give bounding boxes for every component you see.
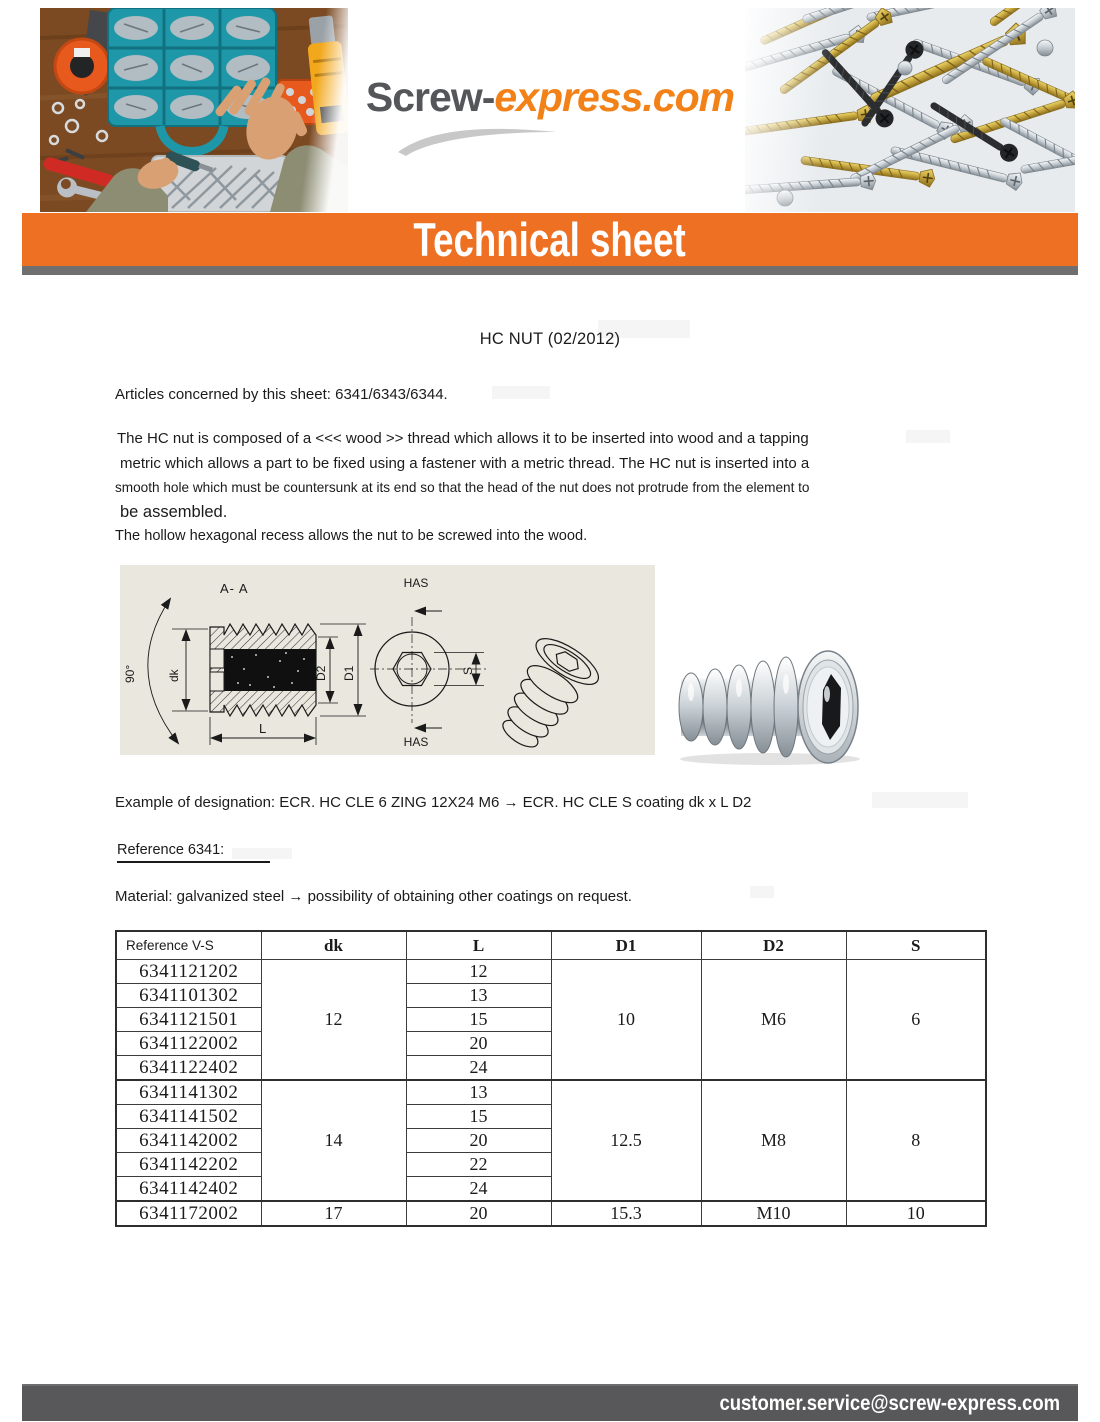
table-row [116, 1080, 986, 1105]
column-header-dk: dk [261, 931, 406, 960]
value-cell: 15 [406, 1105, 551, 1129]
scan-smudge [872, 792, 968, 808]
value-cell: 10 [846, 1201, 986, 1226]
banner-title: Technical sheet [413, 213, 687, 266]
brand-logo-part1: Screw- [365, 74, 495, 120]
value-cell: 15.3 [551, 1201, 701, 1226]
example-line: Example of designation: ECR. HC CLE 6 ZING 12X24 M6 → ECR. HC CLE S coating dk x L D2 [115, 794, 752, 811]
d1-dimension-label: D1 [342, 665, 356, 681]
value-cell: 12 [406, 960, 551, 984]
nut-product-photo [665, 644, 885, 769]
scan-smudge [492, 386, 550, 399]
angle-90-label: 90° [123, 664, 137, 683]
scan-smudge [232, 848, 292, 859]
value-cell: 10 [551, 960, 701, 1081]
material-line: Material: galvanized steel → possibility of obtaining other coatings on request. [115, 888, 632, 905]
reference-cell: 6341142202 [116, 1153, 261, 1177]
value-cell: 20 [406, 1201, 551, 1226]
scan-smudge [906, 430, 950, 443]
value-cell: 14 [261, 1080, 406, 1201]
reference-heading-text: Reference 6341: [117, 842, 270, 863]
reference-cell: 6341141302 [116, 1080, 261, 1105]
value-cell: 6 [846, 960, 986, 1081]
value-cell: 20 [406, 1032, 551, 1056]
value-cell: M10 [701, 1201, 846, 1226]
has-top-label: HAS [403, 576, 429, 590]
page-title: HC NUT (02/2012) [479, 330, 621, 348]
value-cell: 22 [406, 1153, 551, 1177]
technical-drawing [120, 565, 655, 755]
dk-dimension-label: dk [167, 669, 181, 682]
section-aa-label: A- A [220, 581, 249, 596]
footer-bar [22, 1384, 1078, 1421]
length-dimension-label: L [259, 721, 267, 736]
reference-cell: 6341101302 [116, 984, 261, 1008]
value-cell: 8 [846, 1080, 986, 1201]
s-dimension-label: S [461, 666, 475, 675]
spec-table [115, 930, 987, 1227]
value-cell: 20 [406, 1129, 551, 1153]
column-header-d1: D1 [551, 931, 701, 960]
has-bottom-label: HAS [403, 735, 429, 749]
reference-cell: 6341121202 [116, 960, 261, 984]
scan-smudge [598, 320, 690, 338]
footer-email: customer.service@screw-express.com [719, 1391, 1060, 1415]
description-paragraph [115, 430, 975, 544]
paragraph-line-1: The HC nut is composed of a <<< wood >> thread which allows it to be inserted into wood and a tapping [117, 430, 809, 447]
paragraph-line-3: smooth hole which must be countersunk at its end so that the head of the nut does not protrude from the element to [115, 480, 810, 495]
workbench-photo-art [40, 8, 348, 212]
scan-smudge [750, 886, 774, 898]
logo-swoosh-icon [392, 122, 562, 156]
reference-cell: 6341142402 [116, 1177, 261, 1202]
value-cell: M8 [701, 1080, 846, 1201]
value-cell: 13 [406, 984, 551, 1008]
paragraph-line-2: metric which allows a part to be fixed using a fastener with a metric thread. The HC nut is inserted into a [120, 455, 810, 472]
reference-cell: 6341121501 [116, 1008, 261, 1032]
column-header-reference-v-s: Reference V-S [116, 931, 261, 960]
reference-cell: 6341122402 [116, 1056, 261, 1081]
value-cell: 24 [406, 1056, 551, 1081]
reference-cell: 6341141502 [116, 1105, 261, 1129]
technical-sheet-banner [22, 213, 1078, 266]
screws-photo-art [745, 8, 1075, 212]
header-photo-workbench [40, 8, 348, 212]
reference-cell: 6341142002 [116, 1129, 261, 1153]
reference-cell: 6341122002 [116, 1032, 261, 1056]
column-header-d2: D2 [701, 931, 846, 960]
value-cell: 12.5 [551, 1080, 701, 1201]
paragraph-line-4: be assembled. [120, 503, 228, 521]
paragraph-line-5: The hollow hexagonal recess allows the nut to be screwed into the wood. [115, 528, 588, 544]
value-cell: 17 [261, 1201, 406, 1226]
column-header-s: S [846, 931, 986, 960]
table-row [116, 960, 986, 984]
spec-table-header-row [116, 931, 986, 960]
header-photo-screws [745, 8, 1075, 212]
nut-photo-art [665, 644, 885, 769]
articles-line: Articles concerned by this sheet: 6341/6343/6344. [115, 386, 448, 403]
d2-dimension-label: D2 [314, 665, 328, 681]
value-cell: 15 [406, 1008, 551, 1032]
table-row [116, 1201, 986, 1226]
technical-drawing-art [120, 565, 655, 755]
reference-cell: 6341172002 [116, 1201, 261, 1226]
banner-underline-strip [22, 266, 1078, 275]
value-cell: M6 [701, 960, 846, 1081]
column-header-l: L [406, 931, 551, 960]
brand-logo-part2: express.com [494, 74, 735, 120]
value-cell: 13 [406, 1080, 551, 1105]
brand-logo [340, 74, 760, 121]
value-cell: 24 [406, 1177, 551, 1202]
value-cell: 12 [261, 960, 406, 1081]
